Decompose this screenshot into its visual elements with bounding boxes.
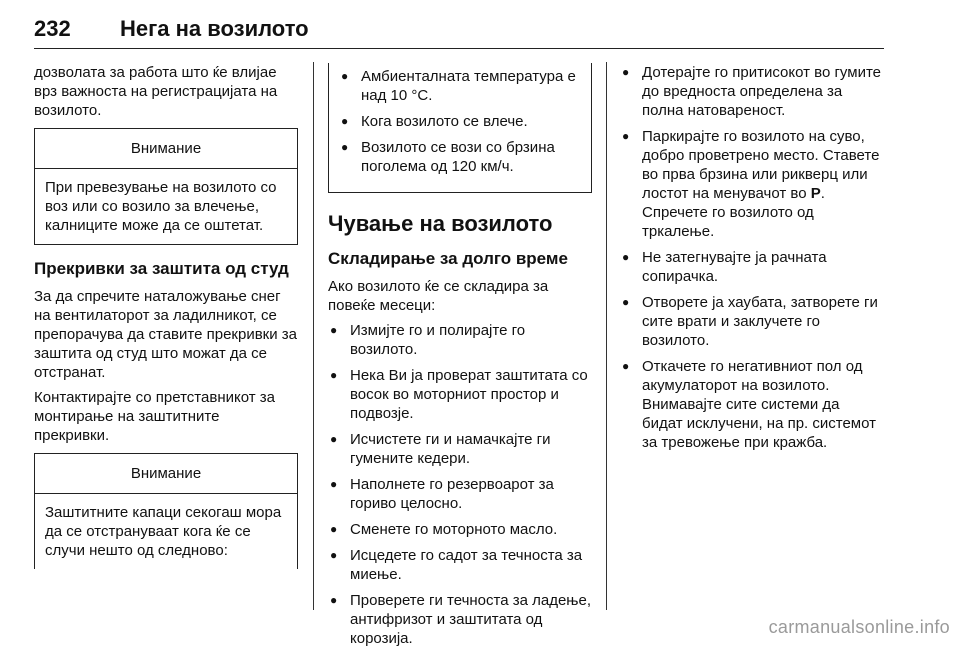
warning-title: Внимание: [35, 454, 297, 494]
gear-position-p: P: [810, 185, 821, 202]
list-item: ● Дотерајте го притисокот во гумите до вредноста определена за полна натовареност.: [620, 63, 884, 120]
intro-paragraph: дозволата за работа што ќе влијае врз важноста на регистрацијата на возилото.: [34, 64, 278, 119]
list-item: ● Паркирајте го возилото на суво, добро проветрено место. Ставете во прва брзина или рикверц или лостот на менувачот во P. Спречете го возилото од тркалење.: [620, 127, 884, 241]
main-heading: Чување на возилото: [328, 211, 553, 236]
column-middle: [328, 63, 592, 655]
page-header: [34, 6, 884, 49]
list-item: ● Исчистете ги и намачкајте ги гумените кедери.: [328, 430, 592, 468]
list-item: ● Не затегнувајте ја рачната сопирачка.: [620, 248, 884, 286]
list-item: ● Наполнете го резервоарот за гориво целосно.: [328, 475, 592, 513]
list-item: ● Откачете го негативниот пол од акумулаторот на возилото. Внимавајте сите системи да бидат исклучени, на пр. системот за тревожење при кражба.: [620, 357, 884, 452]
paragraph: Контактирајте со претставникот за монтирање на заштитните прекривки.: [34, 389, 275, 444]
page-title: Нега на возилото: [120, 16, 309, 41]
list-item: ● Измијте го и полирајте го возилото.: [328, 321, 592, 359]
warning-list: [339, 67, 581, 176]
paragraph: Ако возилото ќе се складира за повеќе месеци:: [328, 278, 549, 314]
section-heading: Прекривки за заштита од студ: [34, 259, 289, 278]
column-divider: [313, 62, 314, 610]
column-right: [620, 63, 884, 459]
list-item: ● Нека Ви ја проверат заштитата со восок во моторниот простор и подвозје.: [328, 366, 592, 423]
list-item: ● Возилото се вози со брзина поголема од 120 км/ч.: [339, 138, 581, 176]
warning-box-continued: [328, 63, 592, 193]
watermark: carmanualsonline.info: [768, 617, 950, 637]
warning-title: Внимание: [35, 129, 297, 169]
list-item: ● Кога возилото се влече.: [339, 112, 581, 131]
warning-text: При превезување на возилото со воз или со возило за влечење, калниците може да се оштетат.: [45, 179, 277, 234]
list-item: ● Амбиенталната температура е над 10 °C.: [339, 67, 581, 105]
list-item: ● Проверете ги течноста за ладење, антифризот и заштитата од корозија.: [328, 591, 592, 648]
warning-box: [34, 128, 298, 245]
warning-text: Заштитните капаци секогаш мора да се отстрануваат кога ќе се случи нешто од следново:: [45, 504, 282, 559]
sub-heading: Складирање за долго време: [328, 249, 568, 268]
storage-list-continued: [620, 63, 884, 452]
warning-box: [34, 453, 298, 569]
paragraph: За да спречите наталожување снег на вентилаторот за ладилникот, се препорачува да ставите прекривки за заштита од студ што можат да се отстранат.: [34, 288, 298, 381]
column-left: [34, 63, 298, 569]
list-item: ● Отворете ја хаубата, затворете ги сите врати и заклучете го возилото.: [620, 293, 884, 350]
column-divider: [606, 62, 607, 610]
list-item: ● Исцедете го садот за течноста за миење.: [328, 546, 592, 584]
page-number: 232: [34, 16, 71, 41]
list-item: ● Сменете го моторното масло.: [328, 520, 592, 539]
storage-list: [328, 321, 592, 648]
